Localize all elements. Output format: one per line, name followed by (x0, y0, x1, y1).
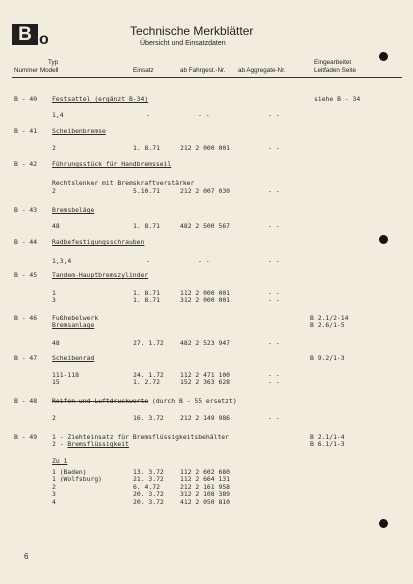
entry-fahrgest: 112 2 602 680 (180, 468, 231, 476)
entry-aggregate: - - (268, 339, 280, 347)
page-subtitle: Übersicht und Einsatzdaten (140, 40, 226, 47)
col-ab-aggregate: ab Aggregate-Nr. (238, 67, 286, 74)
entry-einsatz: 27. 1.72 (133, 339, 164, 347)
col-typ: Typ (48, 59, 59, 66)
entry-number: B - 48 (14, 397, 38, 405)
entry-ref-2: B 6.1/1-3 (310, 440, 345, 448)
entry-fahrgest: 212 2 007 030 (180, 187, 231, 195)
entry-model: 2 (52, 483, 56, 491)
entry-fahrgest: 312 2 108 389 (180, 490, 231, 498)
entry-einsatz: 1. 2.72 (133, 378, 160, 386)
entry-fahrgest: 112 2 664 131 (180, 475, 231, 483)
entry-title: Radbefestigungsschrauben (52, 238, 145, 246)
entry-model: 3 (52, 490, 56, 498)
entry-title-line (52, 398, 237, 405)
entry-model: 15 (52, 378, 60, 386)
entry-title: Scheibenrad (52, 354, 95, 362)
col-nummer-modell: Nummer Modell (14, 67, 59, 74)
page-title: Technische Merkblätter (130, 24, 254, 38)
entry-aggregate: - - (268, 144, 280, 152)
entry-model: 3 (52, 296, 56, 304)
entry-einsatz: 5.10.71 (133, 187, 160, 195)
entry-number: B - 46 (14, 314, 38, 322)
entry-fahrgest: 212 2 161 958 (180, 483, 231, 491)
header-rule (12, 77, 402, 78)
entry-subtitle: Rechtslenker mit Bremskraftverstärker (52, 179, 195, 187)
entry-title: Reifen und Luftdruckwerte (52, 397, 149, 405)
entry-ref: B 2.1/2-14 (310, 314, 349, 322)
entry-einsatz: - (146, 257, 150, 265)
entry-model: 2 (52, 414, 56, 422)
entry-number: B - 44 (14, 238, 38, 246)
entry-fahrgest: 112 2 471 100 (180, 371, 231, 379)
entry-title-2: Bremsanlage (52, 321, 95, 329)
entry-title: Festsattel (ergänzt B-34) (52, 95, 149, 103)
entry-model: 2 (52, 144, 56, 152)
entry-model: 111-118 (52, 371, 79, 379)
entry-model: 48 (52, 339, 60, 347)
entry-number: B - 45 (14, 271, 38, 279)
entry-model: 2 (52, 187, 56, 195)
entry-number: B - 41 (14, 127, 38, 135)
entry-title: Scheibenbremse (52, 127, 106, 135)
entry-aggregate: - - (268, 296, 280, 304)
entry-model: 48 (52, 222, 60, 230)
entry-aggregate: - - (268, 378, 280, 386)
entry-title: Fußhebelwerk (52, 314, 99, 322)
entry-model: 1 (52, 289, 56, 297)
entry-title-note: (durch B - 55 ersetzt) (148, 397, 237, 405)
page-number: 6 (24, 552, 29, 561)
col-einsatz: Einsatz (133, 67, 154, 74)
entry-fahrgest: 212 2 000 001 (180, 144, 231, 152)
entry-einsatz: 1. 8.71 (133, 296, 160, 304)
entry-einsatz: 13. 3.72 (133, 468, 164, 476)
entry-aggregate: - - (268, 187, 280, 195)
entry-model: 1,3,4 (52, 257, 72, 265)
entry-einsatz: 20. 3.72 (133, 490, 164, 498)
entry-zu-label: Zu 1 (52, 457, 68, 465)
binder-hole (379, 235, 388, 244)
entry-model: 1,4 (52, 111, 64, 119)
entry-fahrgest: - - (198, 257, 210, 265)
entry-model: 1 (Wolfsburg) (52, 475, 103, 483)
entry-einsatz: 20. 3.72 (133, 498, 164, 506)
entry-fahrgest: 482 2 500 567 (180, 222, 231, 230)
entry-ref-2: B 2.6/1-5 (310, 321, 345, 329)
entry-number: B - 43 (14, 206, 38, 214)
section-logo: B (12, 24, 38, 45)
entry-number: B - 42 (14, 160, 38, 168)
entry-fahrgest: 112 2 000 001 (180, 289, 231, 297)
col-leitfaden: Leitfaden Seite (314, 67, 357, 74)
entry-title: Führungsstück für Handbremsseil (52, 160, 172, 168)
entry-einsatz: 24. 1.72 (133, 371, 164, 379)
entry-fahrgest: 312 2 000 001 (180, 296, 231, 304)
binder-hole (379, 52, 388, 61)
col-ab-fahrgest: ab Fahrgest.-Nr. (180, 67, 226, 74)
section-logo-sub: o (39, 31, 49, 48)
entry-title: Tandem-Hauptbremszylinder (52, 271, 149, 279)
entry-fahrgest: 212 2 149 986 (180, 414, 231, 422)
binder-hole (379, 519, 388, 528)
entry-aggregate: - - (268, 257, 280, 265)
entry-number: B - 40 (14, 95, 38, 103)
entry-ref: B 9.2/1-3 (310, 354, 345, 362)
entry-title: Bremsbeläge (52, 206, 95, 214)
entry-einsatz: 6. 4.72 (133, 483, 160, 491)
entry-einsatz: - (146, 111, 150, 119)
entry-aggregate: - - (268, 371, 280, 379)
col-eingearbeitet: Eingearbeitet (314, 59, 352, 66)
entry-ref: B 2.1/1-4 (310, 433, 345, 441)
entry-title-2-prefix: 2 - (52, 440, 68, 448)
entry-fahrgest: - - (198, 111, 210, 119)
entry-title-2-line (52, 441, 129, 448)
entry-fahrgest: 482 2 523 947 (180, 339, 231, 347)
entry-aggregate: - - (268, 111, 280, 119)
entry-model: 4 (52, 498, 56, 506)
entry-model: 1 (Baden) (52, 468, 87, 476)
entry-aggregate: - - (268, 289, 280, 297)
entry-number: B - 47 (14, 354, 38, 362)
entry-aggregate: - - (268, 414, 280, 422)
entry-aggregate: - - (268, 222, 280, 230)
entry-fahrgest: 152 2 363 628 (180, 378, 231, 386)
entry-einsatz: 16. 3.72 (133, 414, 164, 422)
entry-number: B - 49 (14, 433, 38, 441)
entry-ref: siehe B - 34 (314, 95, 361, 103)
entry-title-2: Bremsflüssigkeit (67, 440, 129, 448)
entry-fahrgest: 412 2 050 810 (180, 498, 231, 506)
entry-einsatz: 1. 8.71 (133, 289, 160, 297)
entry-title: 1 - Ziehteinsatz für Bremsflüssigkeitsbehälter (52, 433, 229, 441)
entry-einsatz: 1. 8.71 (133, 222, 160, 230)
entry-einsatz: 1. 8.71 (133, 144, 160, 152)
entry-einsatz: 21. 3.72 (133, 475, 164, 483)
